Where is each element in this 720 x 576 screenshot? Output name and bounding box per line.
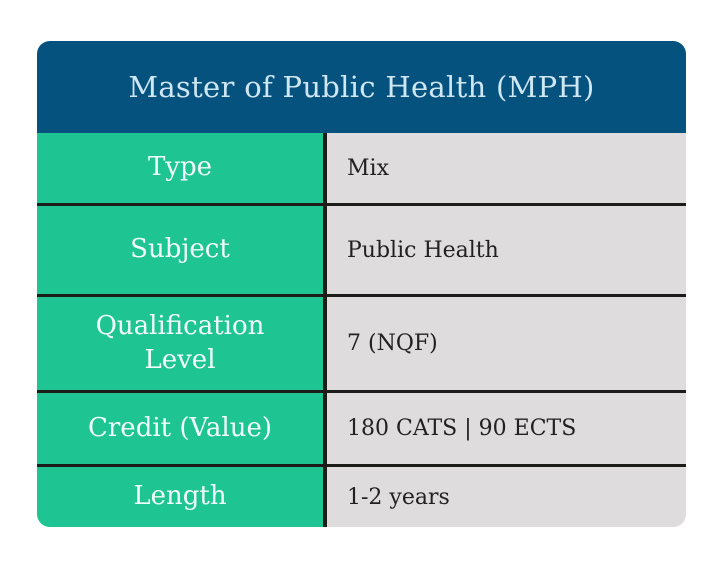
row-value-qualification-level: 7 (NQF) (327, 297, 686, 390)
table-row (37, 294, 686, 390)
program-info-card (37, 41, 686, 527)
card-header (37, 41, 686, 133)
table-row (37, 390, 686, 464)
page-title: Master of Public Health (MPH) (128, 70, 595, 104)
row-label-subject: Subject (37, 206, 327, 294)
row-value-credit-value: 180 CATS | 90 ECTS (327, 393, 686, 464)
row-label-length: Length (37, 467, 327, 527)
row-value-length: 1-2 years (327, 467, 686, 527)
table-row (37, 203, 686, 294)
table-row (37, 133, 686, 203)
row-label-credit-value: Credit (Value) (37, 393, 327, 464)
row-value-type: Mix (327, 133, 686, 203)
row-label-qualification-level: Qualification Level (37, 297, 327, 390)
row-value-subject: Public Health (327, 206, 686, 294)
table-row (37, 464, 686, 527)
row-label-type: Type (37, 133, 327, 203)
